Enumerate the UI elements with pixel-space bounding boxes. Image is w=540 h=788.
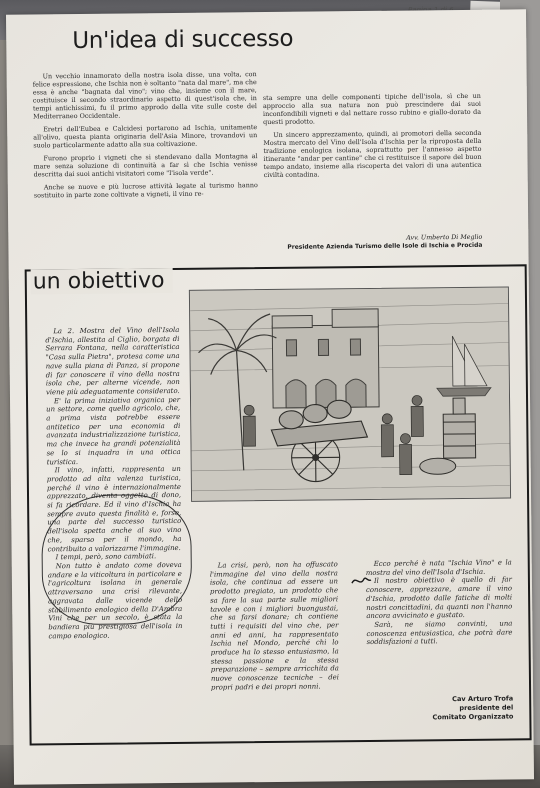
objective-paragraph: I tempi, però, sono cambiati.: [55, 552, 157, 562]
objective-paragraph: Ecco perché è nata "Ischia Vino" e la mostra del vino dell'Isola d'Ischia.: [365, 558, 512, 577]
objective-mid-column: [210, 560, 339, 692]
objective-paragraph: Non tutto è andato come doveva andare e la viticoltura in particolare e l'agricoltura isolana in generale attraversano una crisi rilevante, aggravata dalle vicende dello stabilimento enologico della D'Ambra Vini che per un secolo, è stata la bandiera più prestigiosa dell'isola in campo enologico.: [47, 560, 183, 640]
intro-left-column: [33, 70, 258, 204]
intro-paragraph: sta sempre una delle componenti tipiche dell'isola, sì che un approccio alla sua natura non può prescindere dai suoi inconfondibili vigneti e dal nettare rosso rubino e giallo-dorato da questi prodotto.: [262, 91, 482, 127]
signature-role: Presidente Azienda Turismo delle Isole di Ischia e Procida: [287, 241, 483, 251]
intro-paragraph: Eretri dell'Eubea e Calcidesi portarono ad Ischia, unitamente all'olivo, questa pianta originaria dell'Asia Minore, trovandovi un suolo particolarmente adatto alla sua coltivazione.: [33, 123, 258, 150]
objective-title: un obiettivo: [31, 268, 173, 294]
article-title: Un'idea di successo: [72, 25, 294, 55]
signature-name: Avv. Umberto Di Meglio: [406, 233, 483, 242]
intro-paragraph: Anche se nuove e più lucrose attività legate al turismo hanno sostituito in parte zone coltivate a vigneti, il vino re-: [33, 181, 258, 200]
objective-paragraph: La 2. Mostra del Vino dell'Isola d'Ischia, allestita al Ciglio, borgata di Serrara Fontana, nella caratteristica "Casa sulla Pietra", protesa come una nave sulla piana di Panza, si propone di far conoscere il vino della nostra isola che, per alterne vicende, non viene più adeguatamente considerato.: [45, 325, 180, 397]
intro-right-column: [263, 92, 482, 184]
signature-name: Cav Arturo Trofa: [452, 694, 514, 704]
wine-harvest-engraving-icon: [189, 286, 511, 501]
objective-signature: [361, 694, 513, 723]
objective-left-column: [45, 326, 182, 641]
signature-role: presidente del: [459, 703, 514, 713]
intro-paragraph: Un vecchio innamorato della nostra isola disse, una volta, con felice espressione, che Ischia non è soltanto "nata dal mare", ma che essa è anche "bagnata dal vino"; vino che, insieme con il mare, costituisce il secondo straordinario aspetto di quest'isola che, in tempi antichissimi, fu il primo approdo della vite sulle coste del Mediterraneo Occidentale.: [32, 70, 257, 121]
objective-paragraph: Il vino, infatti, rappresenta un prodotto ad alta valenza turistica, perché il vino è internazionalmente apprezzato, diventa oggetto di dono, si fa ricordare. Ed il vino d'Ischia ha sempre avuto questa finalità e, forse, una parte del successo turistico dell'isola spetta anche al suo vino che, sparso per il mondo, ha contribuito a valorizzarne l'immagine.: [46, 465, 182, 553]
objective-right-column: [366, 558, 513, 647]
objective-box: [25, 264, 532, 745]
objective-paragraph: Il nostro obiettivo è quello di far conoscere, apprezzare, amare il vino d'Ischia, prodotto dalle fatiche di molti nostri concittadini, da quanti non l'hanno ancora avvicinato e gustato.: [365, 575, 513, 621]
objective-paragraph: Sarà, ne siamo convinti, una conoscenza entusiastica, che potrà dare soddisfazioni a tutti.: [366, 619, 513, 647]
intro-paragraph: Un sincero apprezzamento, quindi, ai promotori della seconda Mostra mercato del Vino dell'Isola d'Ischia per la riproposta della tradizione enologica isolana, soprattutto per l'annesso aspetto itinerante "andar per cantine" che ci restituisce il sapore del buon tempo andato, insieme alla riscoperta dei valori di una autentica civiltà contadina.: [263, 128, 482, 180]
objective-paragraph: E' la prima iniziativa organica per un settore, come quello agricolo, che, a prima vista potrebbe essere antitetico per una economia di avanzata industrializzazione turistica, ma che invece ha grandi potenzialità se lo si inquadra in una ottica turistica.: [46, 395, 181, 466]
objective-paragraph: La crisi, però, non ha offuscato l'immagine del vino della nostra isola, che continua ad essere un prodotto pregiato, un prodotto che sa fare la sua parte sulle migliori tavole e con i migliori buongustai, che sa farsi donare; ch contiene tutti i requisiti del vino che, per anni ed anni, ha rappresentato Ischia nel Mondo, perché chi lo produce ha lo stesso entusiasmo, la stessa passione e la stessa preparazione – sempre arricchita da nuove conoscenze tecniche – dei propri padri e dei propri nonni.: [209, 560, 339, 692]
signature-role: Comitato Organizzato: [432, 712, 514, 722]
intro-paragraph: Furono proprio i vigneti che si stendevano dalla Montagna al mare senza soluzione di continuità a far sì che Ischia venisse descritta dai suoi antichi visitatori come "l'isola verde".: [33, 152, 258, 179]
newspaper-page: [6, 9, 534, 784]
